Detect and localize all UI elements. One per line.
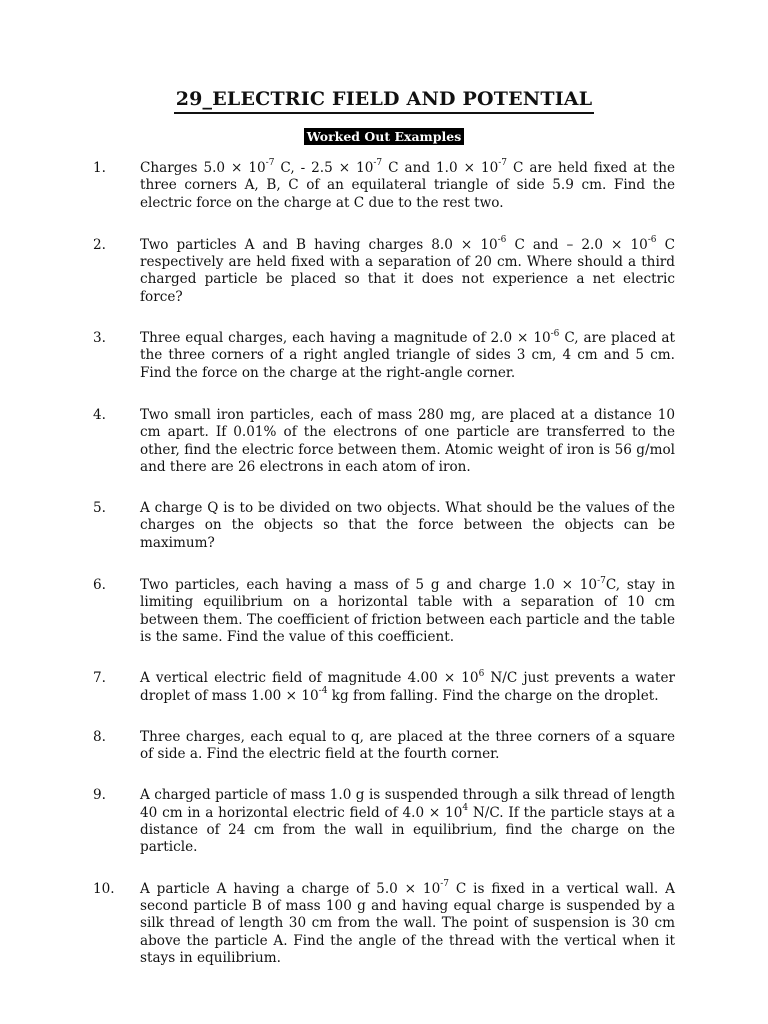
- problem-item: [0, 577, 768, 646]
- problem-text-segment: Two particles A and B having charges 8.0 × 10: [140, 236, 498, 253]
- subtitle-container: [0, 126, 768, 145]
- problem-list: [0, 160, 768, 967]
- problem-text-segment: C, - 2.5 × 10: [274, 160, 374, 176]
- problem-text-segment: C is fixed in a vertical wall. A second particle B of mass 100 g and having equal charge is suspended by a silk thread of length 30 cm from the wall. The point of suspension is 30 cm above the particle A. Find the angle of the thread with the vertical when it stays in equilibrium.: [140, 880, 675, 966]
- problem-item: [0, 330, 768, 382]
- problem-text-segment: A vertical electric field of magnitude 4.00 × 10: [140, 670, 479, 687]
- problem-text-segment: C are held fixed at the three corners A, B, C of an equilateral triangle of side 5.9 cm. Find the electric force on the charge at C due to the rest two.: [140, 160, 675, 211]
- problem-text: [140, 160, 675, 212]
- problem-item: [0, 787, 768, 856]
- problem-text-segment: Two particles, each having a mass of 5 g and charge 1.0 × 10: [140, 577, 598, 594]
- problem-text: [140, 237, 675, 306]
- exponent: -6: [550, 328, 560, 339]
- problem-text-segment: C, stay in limiting equilibrium on a horizontal table with a separation of 10 cm between them. The coefficient of friction between each particle and the table is the same. Find the value of this coefficient.: [140, 577, 675, 645]
- problem-text-segment: N/C. If the particle stays at a distance of 24 cm from the wall in equilibrium, find the charge on the particle.: [140, 804, 675, 856]
- exponent: 6: [478, 668, 485, 679]
- problem-item: [0, 670, 768, 705]
- problem-text-segment: C, are placed at the three corners of a right angled triangle of sides 3 cm, 4 cm and 5 cm. Find the force on the charge at the right-angle corner.: [140, 330, 675, 381]
- problem-text-segment: N/C just prevents a water droplet of mass 1.00 × 10: [140, 670, 675, 704]
- exponent: -7: [498, 158, 508, 169]
- problem-text-segment: kg from falling. Find the charge on the droplet.: [327, 687, 659, 704]
- problem-number: 7.: [93, 670, 106, 687]
- problem-text-segment: Three charges, each equal to q, are placed at the three corners of a square of side a. Find the electric field at the fourth corner.: [140, 728, 675, 763]
- problem-number: 2.: [93, 236, 106, 253]
- exponent: -6: [497, 235, 507, 246]
- problem-item: [0, 237, 768, 306]
- problem-item: [0, 500, 768, 552]
- problem-text: [140, 407, 675, 476]
- problem-item: [0, 407, 768, 476]
- exponent: -7: [265, 158, 275, 169]
- problem-number: 1.: [93, 160, 106, 176]
- exponent: -7: [440, 879, 449, 890]
- exponent: -6: [647, 235, 657, 246]
- problem-text: [140, 881, 675, 967]
- problem-text-segment: A charged particle of mass 1.0 g is suspended through a silk thread of length 40 cm in a horizontal electric field of 4.0 × 10: [140, 787, 675, 821]
- problem-number: 9.: [93, 787, 106, 804]
- title-container: [0, 86, 768, 114]
- problem-text-segment: Charges 5.0 × 10: [140, 160, 266, 176]
- problem-text-segment: C and – 2.0 × 10: [506, 236, 648, 253]
- problem-number: 8.: [93, 728, 106, 745]
- page-title: 29_ELECTRIC FIELD AND POTENTIAL: [174, 86, 595, 114]
- problem-item: [0, 160, 768, 212]
- problem-text-segment: C respectively are held fixed with a separation of 20 cm. Where should a third charged particle be placed so that it does not experience a net electric force?: [140, 236, 675, 305]
- section-label: Worked Out Examples: [304, 128, 465, 145]
- exponent: -7: [373, 158, 383, 169]
- problem-number: 3.: [93, 330, 106, 347]
- problem-number: 10.: [93, 880, 115, 897]
- exponent: -4: [318, 686, 328, 696]
- problem-text-segment: Three equal charges, each having a magnitude of 2.0 × 10: [140, 330, 551, 347]
- problem-text: [140, 330, 675, 382]
- problem-number: 5.: [93, 500, 106, 517]
- problem-text-segment: C and 1.0 × 10: [382, 160, 499, 176]
- problem-item: [0, 881, 768, 967]
- problem-text-segment: A particle A having a charge of 5.0 × 10: [140, 880, 441, 897]
- problem-text-segment: Two small iron particles, each of mass 280 mg, are placed at a distance 10 cm apart. If 0.01% of the electrons of one particle are transferred to the other, find the electric force between them. Atomic weight of iron is 56 g/mol and there are 26 electrons in each atom of iron.: [140, 406, 675, 475]
- problem-item: [0, 729, 768, 764]
- problem-number: 6.: [93, 577, 106, 594]
- exponent: 4: [462, 803, 469, 814]
- exponent: -7: [597, 575, 606, 586]
- problem-text: [140, 787, 675, 856]
- problem-text: [140, 577, 675, 646]
- problem-text: [140, 729, 675, 764]
- problem-text: [140, 500, 675, 552]
- problem-text-segment: A charge Q is to be divided on two objects. What should be the values of the charges on the objects so that the force between the objects can be maximum?: [140, 500, 675, 551]
- problem-text: [140, 670, 675, 705]
- problem-number: 4.: [93, 406, 106, 423]
